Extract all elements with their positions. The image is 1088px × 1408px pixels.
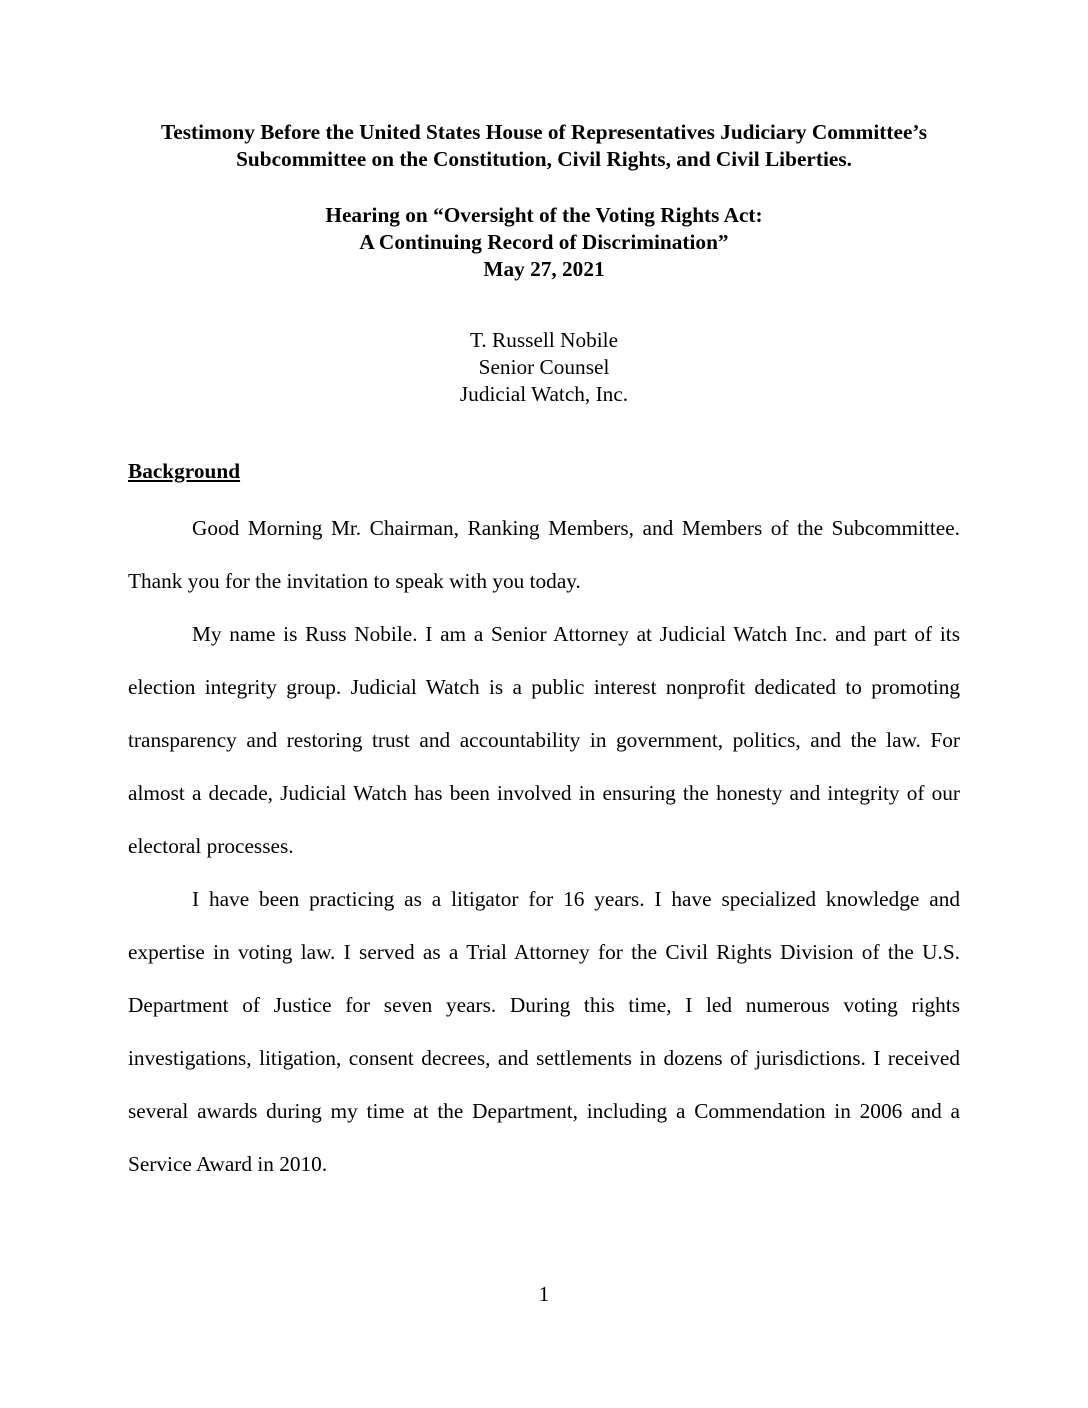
author-organization: Judicial Watch, Inc.: [459, 382, 629, 406]
paragraph-2: My name is Russ Nobile. I am a Senior Attorney at Judicial Watch Inc. and part of its election integrity group. Judicial Watch is a public interest nonprofit dedicated to promoting transparency and restoring trust and accountability in government, politics, and the law. For almost a decade, Judicial Watch has been involved in ensuring the honesty and integrity of our electoral processes.: [128, 622, 960, 858]
testimony-title-block: [128, 0, 960, 173]
page-number: 1: [538, 1282, 550, 1306]
author-block: [128, 327, 960, 408]
paragraph-3: I have been practicing as a litigator for 16 years. I have specialized knowledge and expertise in voting law. I served as a Trial Attorney for the Civil Rights Division of the U.S. Department of Justice for seven years. During this time, I led numerous voting rights investigations, litigation, consent decrees, and settlements in dozens of jurisdictions. I received several awards during my time at the Department, including a Commendation in 2006 and a Service Award in 2010.: [128, 887, 960, 1176]
testimony-title-line-2: Subcommittee on the Constitution, Civil Rights, and Civil Liberties.: [236, 147, 852, 171]
body-text: [128, 502, 960, 1191]
author-name: T. Russell Nobile: [469, 328, 619, 352]
section-heading-background: [128, 458, 960, 485]
section-heading-text: Background: [128, 459, 241, 483]
author-title: Senior Counsel: [478, 355, 610, 379]
testimony-title-line-1: Testimony Before the United States House of Representatives Judiciary Committee’s: [161, 120, 927, 144]
hearing-title-line-2: A Continuing Record of Discrimination”: [359, 230, 729, 254]
document-content: [128, 0, 960, 1191]
hearing-title-line-1: Hearing on “Oversight of the Voting Rights Act:: [325, 203, 763, 227]
hearing-date: May 27, 2021: [483, 257, 605, 281]
paragraph-1: Good Morning Mr. Chairman, Ranking Members, and Members of the Subcommittee. Thank you for the invitation to speak with you today.: [128, 516, 960, 593]
hearing-title-block: [128, 202, 960, 283]
